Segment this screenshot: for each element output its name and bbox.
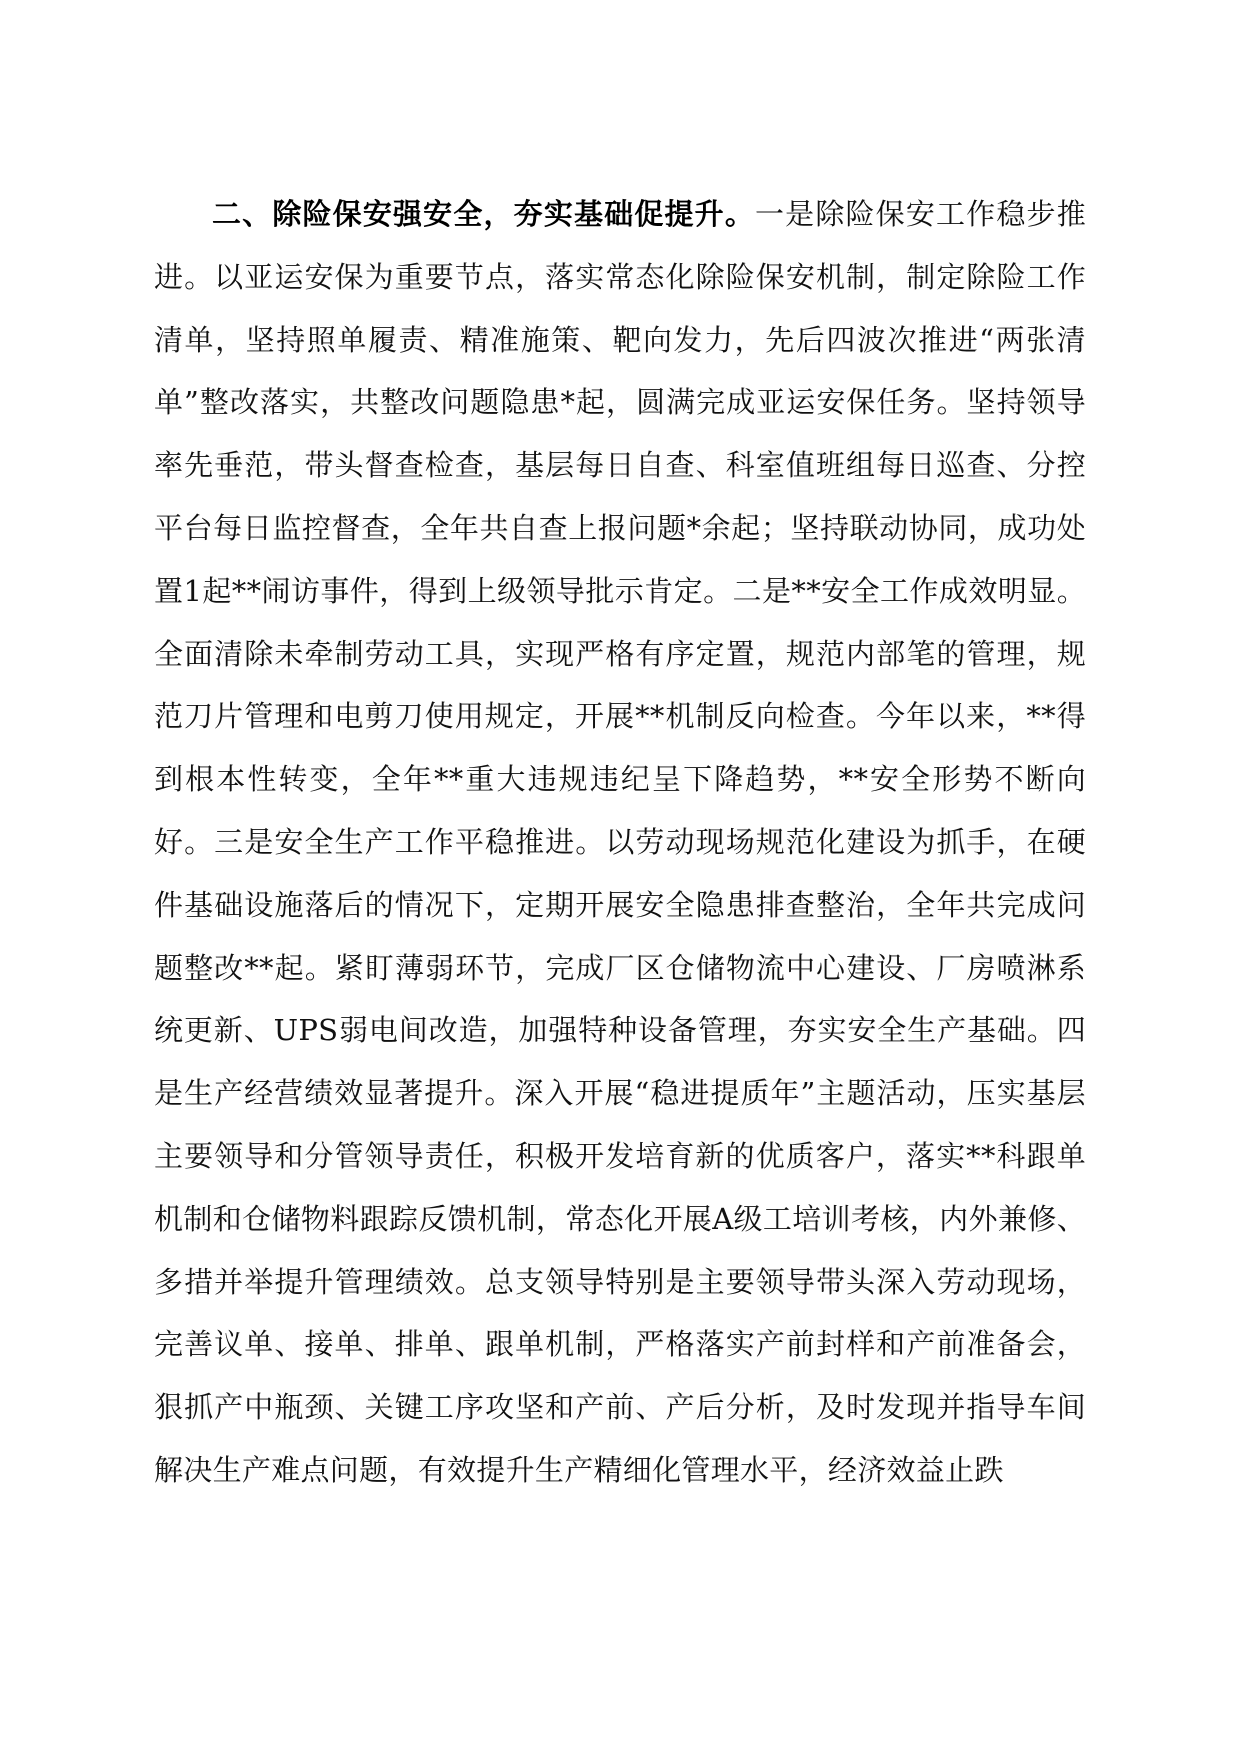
body-paragraph [154,183,1086,1502]
paragraph-text: 一是除险保安工作稳步推进。以亚运安保为重要节点，落实常态化除险保安机制，制定除险工作清单，坚持照单履责、精准施策、靶向发力，先后四波次推进“两张清单”整改落实，共整改问题隐患*起，圆满完成亚运安保任务。坚持领导率先垂范，带头督查检查，基层每日自查、科室值班组每日巡查、分控平台每日监控督查，全年共自查上报问题*余起；坚持联动协同，成功处置1起**闹访事件，得到上级领导批示肯定。二是**安全工作成效明显。全面清除未牵制劳动工具，实现严格有序定置，规范内部笔的管理，规范刀片管理和电剪刀使用规定，开展**机制反向检查。今年以来，**得到根本性转变，全年**重大违规违纪呈下降趋势，**安全形势不断向好。三是安全生产工作平稳推进。以劳动现场规范化建设为抓手，在硬件基础设施落后的情况下，定期开展安全隐患排查整治，全年共完成问题整改**起。紧盯薄弱环节，完成厂区仓储物流中心建设、厂房喷淋系统更新、UPS弱电间改造，加强特种设备管理，夯实安全生产基础。四是生产经营绩效显著提升。深入开展“稳进提质年”主题活动，压实基层主要领导和分管领导责任，积极开发培育新的优质客户，落实**科跟单机制和仓储物料跟踪反馈机制，常态化开展A级工培训考核，内外兼修、多措并举提升管理绩效。总支领导特别是主要领导带头深入劳动现场，完善议单、接单、排单、跟单机制，严格落实产前封样和产前准备会，狠抓产中瓶颈、关键工序攻坚和产前、产后分析，及时发现并指导车间解决生产难点问题，有效提升生产精细化管理水平，经济效益止跌 [154,197,1086,1487]
section-heading: 二、除险保安强安全，夯实基础促提升。 [212,197,756,231]
